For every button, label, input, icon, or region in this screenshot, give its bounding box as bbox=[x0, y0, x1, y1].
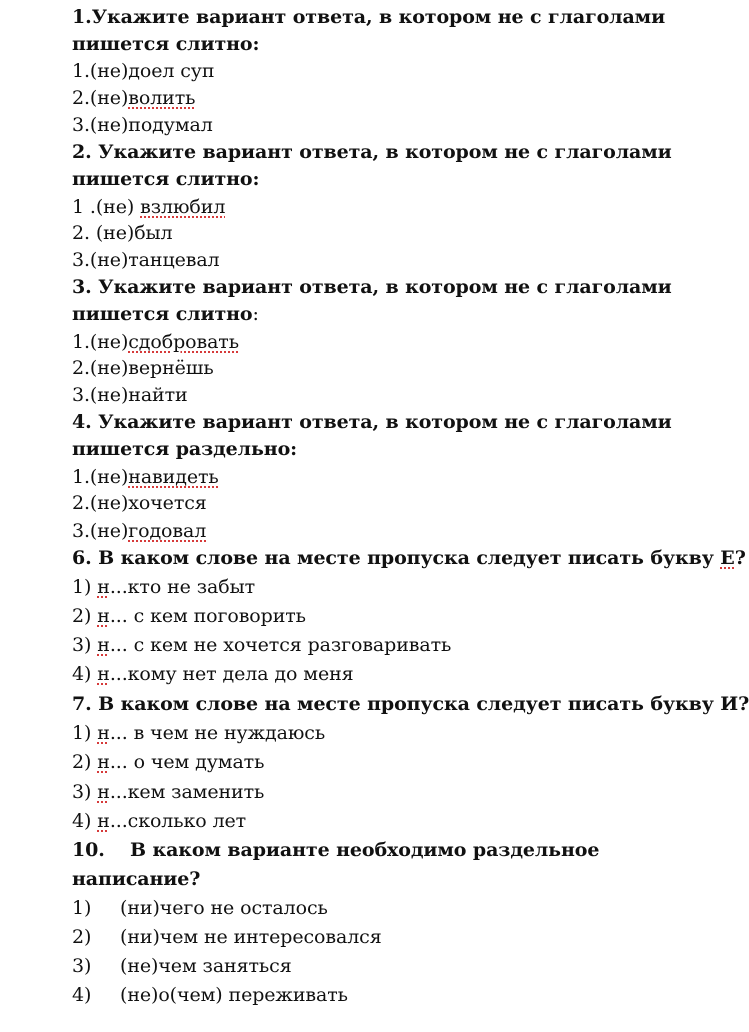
q6-option-1-n: н bbox=[97, 576, 110, 598]
q2-option-1 bbox=[72, 196, 225, 218]
q6-option-3 bbox=[72, 634, 451, 656]
q3-option-1-word: сдобровать bbox=[128, 331, 239, 353]
q6-option-1 bbox=[72, 576, 255, 598]
q10-option-3-text: (не)чем заняться bbox=[120, 955, 292, 977]
q10-option-2-number: 2) bbox=[72, 926, 92, 948]
q10-number: 10. bbox=[72, 839, 105, 861]
q10-option-3-number: 3) bbox=[72, 955, 92, 977]
q3-option-1-prefix: 1.(не) bbox=[72, 331, 129, 353]
q3-option-3: 3.(не)найти bbox=[72, 384, 188, 406]
q2-title-line1: 2. Укажите вариант ответа, в котором не с глаголами bbox=[72, 141, 672, 163]
q6-title bbox=[72, 547, 746, 569]
q3-title-line2-text: пишется слитно bbox=[72, 303, 253, 325]
q7-option-3-number: 3) bbox=[72, 781, 98, 803]
q7-option-1-number: 1) bbox=[72, 722, 98, 744]
q10-option-1 bbox=[72, 897, 328, 919]
q4-option-1 bbox=[72, 466, 219, 488]
q10-title-text: В каком варианте необходимо раздельное bbox=[130, 839, 600, 861]
q7-option-2-number: 2) bbox=[72, 751, 98, 773]
q7-option-1-n: н bbox=[97, 722, 110, 744]
q6-option-3-rest: ... с кем не хочется разговаривать bbox=[109, 634, 452, 656]
q7-option-2 bbox=[72, 751, 264, 773]
q6-option-4-n: н bbox=[97, 663, 110, 685]
q2-option-1-prefix: 1 .(не) bbox=[72, 196, 141, 218]
q10-option-4 bbox=[72, 984, 348, 1006]
q7-option-4-number: 4) bbox=[72, 810, 98, 832]
q7-option-2-n: н bbox=[97, 751, 110, 773]
q4-option-3-word: годовал bbox=[128, 520, 207, 542]
q10-option-4-text: (не)о(чем) переживать bbox=[120, 984, 348, 1006]
q4-option-2: 2.(не)хочется bbox=[72, 492, 207, 514]
q4-title-line2: пишется раздельно: bbox=[72, 438, 298, 460]
q6-option-3-n: н bbox=[97, 634, 110, 656]
q7-option-1 bbox=[72, 722, 325, 744]
q3-title-colon: : bbox=[252, 303, 259, 325]
q10-title-line2: написание? bbox=[72, 868, 201, 890]
q7-option-4-n: н bbox=[97, 810, 110, 832]
q3-title-line1: 3. Укажите вариант ответа, в котором не с глаголами bbox=[72, 276, 672, 298]
q1-option-3: 3.(не)подумал bbox=[72, 114, 213, 136]
q1-title-line2: пишется слитно: bbox=[72, 33, 260, 55]
q10-option-1-number: 1) bbox=[72, 897, 92, 919]
q6-option-1-number: 1) bbox=[72, 576, 98, 598]
q7-option-3 bbox=[72, 781, 264, 803]
q3-option-1 bbox=[72, 331, 239, 353]
q10-option-4-number: 4) bbox=[72, 984, 92, 1006]
q4-title-line1: 4. Укажите вариант ответа, в котором не с глаголами bbox=[72, 411, 672, 433]
q6-option-2-n: н bbox=[97, 605, 110, 627]
q6-title-end: ? bbox=[734, 547, 746, 569]
q7-title: 7. В каком слове на месте пропуска следует писать букву И? bbox=[72, 693, 749, 715]
q6-option-3-number: 3) bbox=[72, 634, 98, 656]
q1-option-2-prefix: 2.(не) bbox=[72, 87, 129, 109]
q10-option-2-text: (ни)чем не интересовался bbox=[120, 926, 382, 948]
q6-option-4 bbox=[72, 663, 354, 685]
q6-title-text: 6. В каком слове на месте пропуска следует писать букву bbox=[72, 547, 721, 569]
q4-option-3-prefix: 3.(не) bbox=[72, 520, 129, 542]
q3-title-line2 bbox=[72, 303, 259, 325]
q7-option-3-n: н bbox=[97, 781, 110, 803]
q1-option-2 bbox=[72, 87, 195, 109]
q3-option-2: 2.(не)вернёшь bbox=[72, 357, 214, 379]
q1-option-2-word: волить bbox=[128, 87, 196, 109]
q2-option-1-word: взлюбил bbox=[140, 196, 226, 218]
q7-option-2-rest: ... о чем думать bbox=[109, 751, 265, 773]
q4-option-3 bbox=[72, 520, 206, 542]
q6-option-2-number: 2) bbox=[72, 605, 98, 627]
q6-option-4-rest: ...кому нет дела до меня bbox=[109, 663, 354, 685]
q1-option-1: 1.(не)доел суп bbox=[72, 60, 215, 82]
q2-option-2: 2. (не)был bbox=[72, 222, 173, 244]
q1-title-line1: 1.Укажите вариант ответа, в котором не с глаголами bbox=[72, 6, 666, 28]
q10-option-2 bbox=[72, 926, 382, 948]
q6-option-2 bbox=[72, 605, 306, 627]
q10-title-line1 bbox=[72, 839, 599, 861]
q6-title-letter: Е bbox=[720, 547, 735, 569]
q6-option-1-rest: ...кто не забыт bbox=[109, 576, 256, 598]
q4-option-1-prefix: 1.(не) bbox=[72, 466, 129, 488]
q2-option-3: 3.(не)танцевал bbox=[72, 249, 220, 271]
q10-option-3 bbox=[72, 955, 292, 977]
q6-option-4-number: 4) bbox=[72, 663, 98, 685]
q7-option-4 bbox=[72, 810, 246, 832]
q10-option-1-text: (ни)чего не осталось bbox=[120, 897, 328, 919]
q2-title-line2: пишется слитно: bbox=[72, 168, 260, 190]
q7-option-3-rest: ...кем заменить bbox=[109, 781, 265, 803]
q7-option-4-rest: ...сколько лет bbox=[109, 810, 247, 832]
q6-option-2-rest: ... с кем поговорить bbox=[109, 605, 306, 627]
q7-option-1-rest: ... в чем не нуждаюсь bbox=[109, 722, 326, 744]
q4-option-1-word: навидеть bbox=[128, 466, 219, 488]
